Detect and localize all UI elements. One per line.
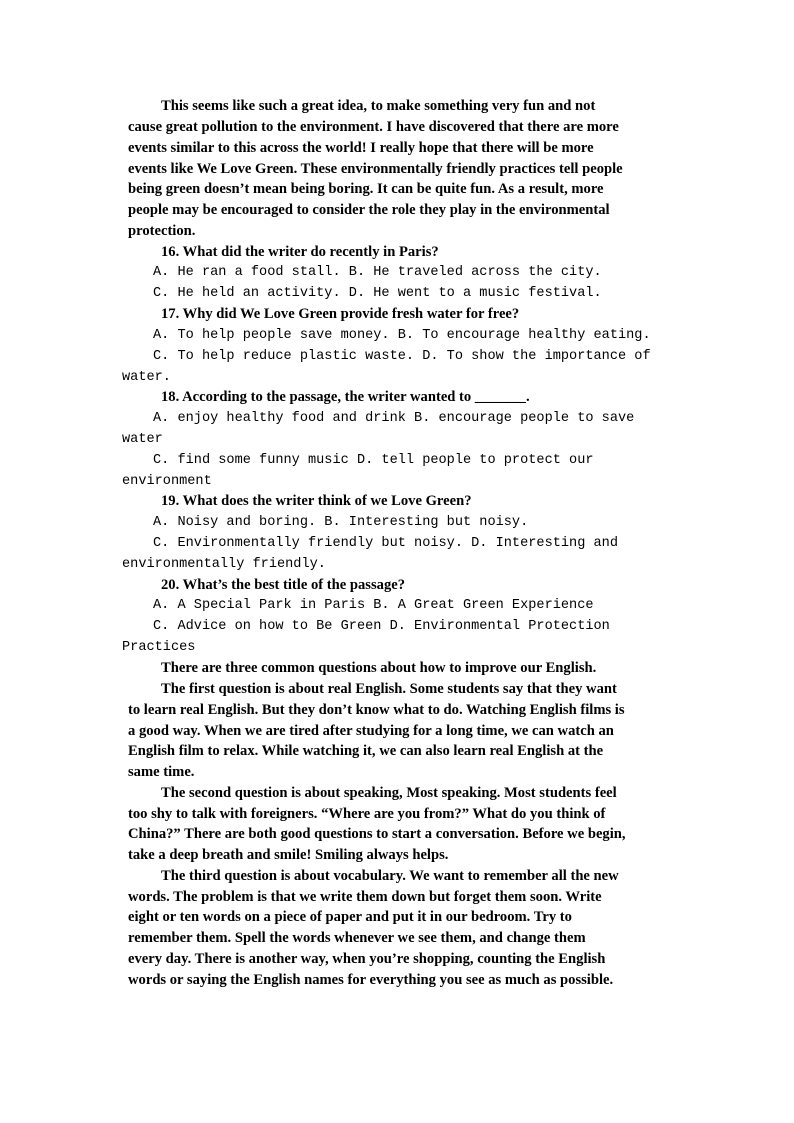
question-options-18: C. find some funny music D. tell people to protect our [153, 453, 594, 468]
question-options-19: environmentally friendly. [122, 557, 326, 572]
question-options-17-wrap: water. [122, 370, 171, 385]
question-stem-18: 18. According to the passage, the writer wanted to _______. [161, 389, 530, 405]
passage2-line: The first question is about real English. Some students say that they want [161, 681, 617, 697]
passage2-line: eight or ten words on a piece of paper and put it in our bedroom. Try to [128, 909, 572, 925]
question-stem-16: 16. What did the writer do recently in Paris? [161, 244, 439, 260]
question-stem-17: 17. Why did We Love Green provide fresh water for free? [161, 306, 520, 322]
question-options-17: C. To help reduce plastic waste. D. To show the importance of [153, 349, 651, 364]
question-options-20: C. Advice on how to Be Green D. Environmental Protection [153, 619, 610, 634]
question-options-19: A. Noisy and boring. B. Interesting but noisy. [153, 515, 529, 530]
question-options-16: A. He ran a food stall. B. He traveled across the city. [153, 265, 602, 280]
question-options-18: water [122, 432, 163, 447]
passage2-line: English film to relax. While watching it, we can also learn real English at the [128, 743, 604, 759]
passage2-line: every day. There is another way, when you’re shopping, counting the English [128, 951, 606, 967]
passage2-line: take a deep breath and smile! Smiling always helps. [128, 847, 449, 863]
passage2-line: remember them. Spell the words whenever we see them, and change them [128, 930, 586, 946]
question-options-18: environment [122, 474, 212, 489]
passage2-line: words. The problem is that we write them down but forget them soon. Write [128, 889, 602, 905]
passage2-line: There are three common questions about how to improve our English. [161, 660, 597, 676]
passage2-line: a good way. When we are tired after studying for a long time, we can watch an [128, 723, 614, 739]
question-options-20: Practices [122, 640, 196, 655]
question-options-19: C. Environmentally friendly but noisy. D. Interesting and [153, 536, 618, 551]
passage1-line: cause great pollution to the environment. I have discovered that there are more [128, 119, 619, 135]
question-options-17: A. To help people save money. B. To encourage healthy eating. [153, 328, 651, 343]
passage1-line: protection. [128, 223, 196, 239]
passage2-line: words or saying the English names for everything you see as much as possible. [128, 972, 614, 988]
passage2-line: China?” There are both good questions to start a conversation. Before we begin, [128, 826, 626, 842]
passage1-line: events similar to this across the world! I really hope that there will be more [128, 140, 594, 156]
question-options-16: C. He held an activity. D. He went to a music festival. [153, 286, 602, 301]
question-options-20: A. A Special Park in Paris B. A Great Green Experience [153, 598, 594, 613]
question-stem-20: 20. What’s the best title of the passage? [161, 577, 406, 593]
passage1-line: being green doesn’t mean being boring. It can be quite fun. As a result, more [128, 181, 604, 197]
question-options-18: A. enjoy healthy food and drink B. encourage people to save [153, 411, 635, 426]
passage2-line: The second question is about speaking, Most speaking. Most students feel [161, 785, 617, 801]
question-stem-19: 19. What does the writer think of we Love Green? [161, 493, 472, 509]
passage2-line: same time. [128, 764, 195, 780]
passage2-line: to learn real English. But they don’t know what to do. Watching English films is [128, 702, 625, 718]
passage1-line: events like We Love Green. These environmentally friendly practices tell people [128, 161, 623, 177]
passage1-line: people may be encouraged to consider the role they play in the environmental [128, 202, 610, 218]
passage2-line: too shy to talk with foreigners. “Where are you from?” What do you think of [128, 806, 606, 822]
passage2-line: The third question is about vocabulary. We want to remember all the new [161, 868, 619, 884]
passage1-line: This seems like such a great idea, to make something very fun and not [161, 98, 596, 114]
